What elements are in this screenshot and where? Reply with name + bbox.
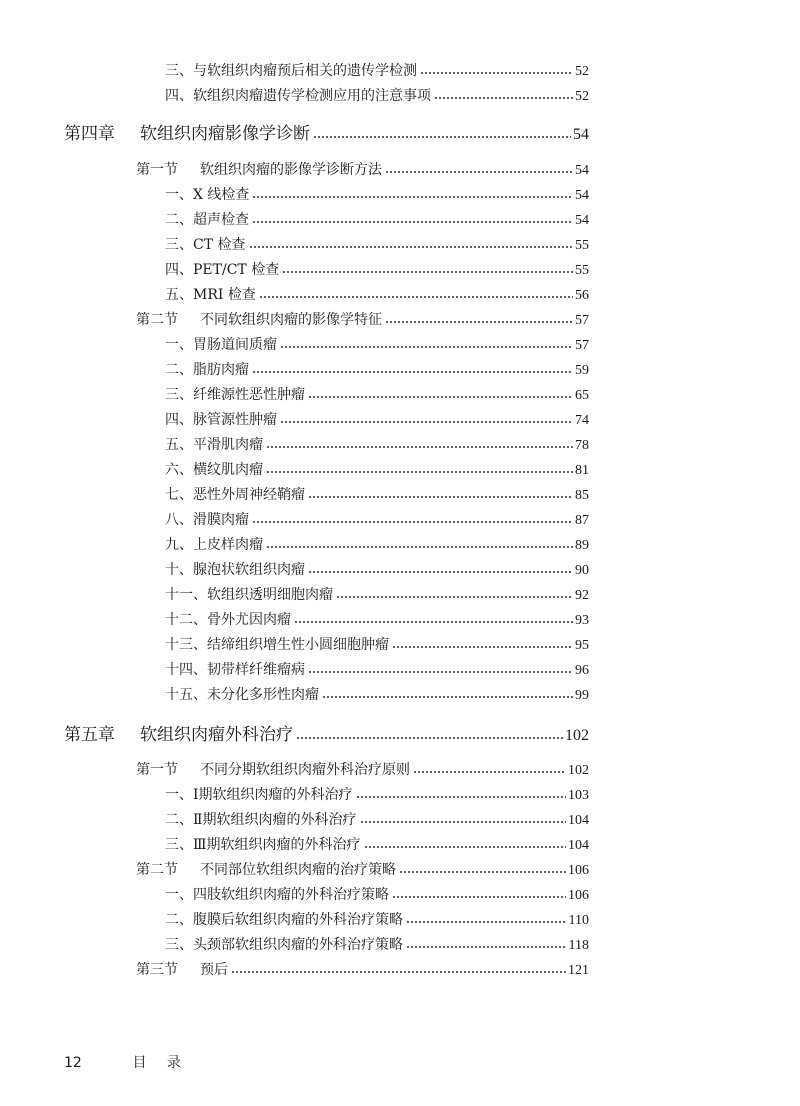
dot-leader xyxy=(364,845,566,849)
toc-page-number: 59 xyxy=(575,363,589,378)
toc-item[interactable] xyxy=(165,685,589,706)
chapter-number: 第四章 xyxy=(64,124,115,144)
dot-leader xyxy=(252,195,573,199)
toc-page-number: 52 xyxy=(575,89,589,104)
toc-item-label: 二、脂肪肉瘤 xyxy=(165,362,249,378)
toc-item[interactable] xyxy=(165,935,589,956)
dot-leader xyxy=(231,970,566,974)
toc-item-label: 二、Ⅱ期软组织肉瘤的外科治疗 xyxy=(165,812,357,828)
dot-leader xyxy=(294,620,573,624)
dot-leader xyxy=(266,445,573,449)
toc-item-label: 五、平滑肌肉瘤 xyxy=(165,437,263,453)
dot-leader xyxy=(252,520,573,524)
section-number: 第一节 xyxy=(136,762,178,778)
toc-item[interactable] xyxy=(165,235,589,256)
toc-page-number: 90 xyxy=(575,563,589,578)
toc-item-label: 七、恶性外周神经鞘瘤 xyxy=(165,487,305,503)
toc-page-number: 55 xyxy=(575,238,589,253)
toc-page-number: 104 xyxy=(568,813,589,828)
toc-page-number: 87 xyxy=(575,513,589,528)
dot-leader xyxy=(259,295,573,299)
dot-leader xyxy=(322,695,573,699)
dot-leader xyxy=(308,395,573,399)
section-title: 不同部位软组织肉瘤的治疗策略 xyxy=(200,862,396,878)
toc-item-label: 八、滑膜肉瘤 xyxy=(165,512,249,528)
toc-item[interactable] xyxy=(165,785,589,806)
toc-item-label: 三、与软组织肉瘤预后相关的遗传学检测 xyxy=(165,63,417,79)
toc-item-label: 九、上皮样肉瘤 xyxy=(165,537,263,553)
toc-item-label: 二、腹膜后软组织肉瘤的外科治疗策略 xyxy=(165,912,403,928)
section-title: 不同软组织肉瘤的影像学特征 xyxy=(200,312,382,328)
dot-leader xyxy=(385,170,573,174)
toc-item-label: 三、头颈部软组织肉瘤的外科治疗策略 xyxy=(165,937,403,953)
footer-page-number: 12 xyxy=(64,1055,82,1071)
toc-item-label: 三、纤维源性恶性肿瘤 xyxy=(165,387,305,403)
toc-item[interactable] xyxy=(165,535,589,556)
section-number: 第一节 xyxy=(136,162,178,178)
toc-page-number: 102 xyxy=(568,763,589,778)
dot-leader xyxy=(266,545,573,549)
toc-page-number: 54 xyxy=(575,213,589,228)
toc-item[interactable] xyxy=(165,61,589,82)
toc-item[interactable] xyxy=(165,435,589,456)
dot-leader xyxy=(385,320,573,324)
dot-leader xyxy=(280,345,573,349)
dot-leader xyxy=(399,870,566,874)
toc-item[interactable] xyxy=(165,910,589,931)
toc-item[interactable] xyxy=(165,610,589,631)
toc-item-label: 一、X 线检查 xyxy=(165,187,250,203)
toc-item[interactable] xyxy=(165,585,589,606)
toc-section[interactable] xyxy=(136,310,589,331)
dot-leader xyxy=(280,420,573,424)
toc-item[interactable] xyxy=(165,885,589,906)
dot-leader xyxy=(266,470,573,474)
section-title: 预后 xyxy=(200,962,228,978)
toc-item-label: 二、超声检查 xyxy=(165,212,249,228)
toc-section[interactable] xyxy=(136,760,589,781)
toc-item-label: 十一、软组织透明细胞肉瘤 xyxy=(165,587,333,603)
section-title: 不同分期软组织肉瘤外科治疗原则 xyxy=(200,762,410,778)
toc-item[interactable] xyxy=(165,460,589,481)
toc-item[interactable] xyxy=(165,635,589,656)
toc-item-label: 四、脉管源性肿瘤 xyxy=(165,412,277,428)
dot-leader xyxy=(282,270,573,274)
toc-item-label: 一、四肢软组织肉瘤的外科治疗策略 xyxy=(165,887,389,903)
dot-leader xyxy=(360,820,566,824)
dot-leader xyxy=(406,945,567,949)
toc-item-label: 十二、骨外尤因肉瘤 xyxy=(165,612,291,628)
section-title: 软组织肉瘤的影像学诊断方法 xyxy=(200,162,382,178)
toc-item-label: 三、Ⅲ期软组织肉瘤的外科治疗 xyxy=(165,837,361,853)
section-number: 第三节 xyxy=(136,962,178,978)
toc-item[interactable] xyxy=(165,660,589,681)
toc-item[interactable] xyxy=(165,210,589,231)
toc-item[interactable] xyxy=(165,185,589,206)
dot-leader xyxy=(308,495,573,499)
toc-chapter[interactable] xyxy=(64,122,589,147)
toc-section[interactable] xyxy=(136,960,589,981)
toc-item-label: 十三、结缔组织增生性小圆细胞肿瘤 xyxy=(165,637,389,653)
chapter-number: 第五章 xyxy=(64,725,115,745)
toc-page-number: 78 xyxy=(575,438,589,453)
dot-leader xyxy=(392,645,573,649)
toc-item-label: 三、CT 检查 xyxy=(165,237,246,253)
dot-leader xyxy=(420,71,573,75)
dot-leader xyxy=(336,595,573,599)
toc-item[interactable] xyxy=(165,410,589,431)
toc-item-label: 六、横纹肌肉瘤 xyxy=(165,462,263,478)
toc-page-number: 106 xyxy=(568,863,589,878)
dot-leader xyxy=(308,570,573,574)
dot-leader xyxy=(413,770,566,774)
toc-section[interactable] xyxy=(136,860,589,881)
toc-page-number: 54 xyxy=(575,188,589,203)
toc-item[interactable] xyxy=(165,360,589,381)
toc-item[interactable] xyxy=(165,810,589,831)
toc-item[interactable] xyxy=(165,285,589,306)
chapter-title: 软组织肉瘤影像学诊断 xyxy=(140,124,310,144)
toc-page-number: 93 xyxy=(575,613,589,628)
section-number: 第二节 xyxy=(136,862,178,878)
toc-page-number: 103 xyxy=(568,788,589,803)
toc-page-number: 57 xyxy=(575,338,589,353)
toc-section[interactable] xyxy=(136,160,589,181)
toc-item[interactable] xyxy=(165,86,589,107)
toc-item-label: 四、PET/CT 检查 xyxy=(165,262,280,278)
toc-item[interactable] xyxy=(165,335,589,356)
toc-page-number: 110 xyxy=(568,913,589,928)
toc-page-number: 92 xyxy=(575,588,589,603)
dot-leader xyxy=(434,96,573,100)
toc-page-number: 65 xyxy=(575,388,589,403)
toc-page-number: 99 xyxy=(575,688,589,703)
toc-page-number: 121 xyxy=(568,963,589,978)
toc-page-number: 118 xyxy=(568,938,589,953)
toc-page-number: 55 xyxy=(575,263,589,278)
toc-page-number: 89 xyxy=(575,538,589,553)
dot-leader xyxy=(313,135,571,139)
toc-page-number: 74 xyxy=(575,413,589,428)
toc-page-number: 57 xyxy=(575,313,589,328)
toc-page-number: 106 xyxy=(568,888,589,903)
toc-item-label: 五、MRI 检查 xyxy=(165,287,256,303)
toc-item-label: 一、胃肠道间质瘤 xyxy=(165,337,277,353)
footer-title: 目 录 xyxy=(132,1055,189,1071)
toc-item[interactable] xyxy=(165,385,589,406)
dot-leader xyxy=(392,895,566,899)
toc-item-label: 十、腺泡状软组织肉瘤 xyxy=(165,562,305,578)
toc-item-label: 十五、未分化多形性肉瘤 xyxy=(165,687,319,703)
toc-page-number: 102 xyxy=(565,727,589,744)
toc-page-number: 56 xyxy=(575,288,589,303)
toc-item-label: 一、Ⅰ期软组织肉瘤的外科治疗 xyxy=(165,787,353,803)
toc-page-number: 54 xyxy=(573,126,589,143)
toc-page-number: 96 xyxy=(575,663,589,678)
dot-leader xyxy=(249,245,574,249)
toc-item[interactable] xyxy=(165,260,589,281)
section-number: 第二节 xyxy=(136,312,178,328)
dot-leader xyxy=(252,370,573,374)
toc-item[interactable] xyxy=(165,835,589,856)
dot-leader xyxy=(308,670,573,674)
dot-leader xyxy=(406,920,567,924)
toc-item[interactable] xyxy=(165,485,589,506)
page-footer xyxy=(64,1052,189,1072)
dot-leader xyxy=(252,220,573,224)
toc-chapter[interactable] xyxy=(64,723,589,748)
chapter-title: 软组织肉瘤外科治疗 xyxy=(140,725,293,745)
toc-page-number: 104 xyxy=(568,838,589,853)
toc-page-number: 81 xyxy=(575,463,589,478)
toc-page-number: 95 xyxy=(575,638,589,653)
toc-page-number: 52 xyxy=(575,64,589,79)
toc-page-number: 85 xyxy=(575,488,589,503)
toc-page-number: 54 xyxy=(575,163,589,178)
toc-item-label: 十四、韧带样纤维瘤病 xyxy=(165,662,305,678)
toc-item-label: 四、软组织肉瘤遗传学检测应用的注意事项 xyxy=(165,88,431,104)
dot-leader xyxy=(296,736,563,740)
dot-leader xyxy=(356,795,566,799)
toc-item[interactable] xyxy=(165,510,589,531)
toc-item[interactable] xyxy=(165,560,589,581)
